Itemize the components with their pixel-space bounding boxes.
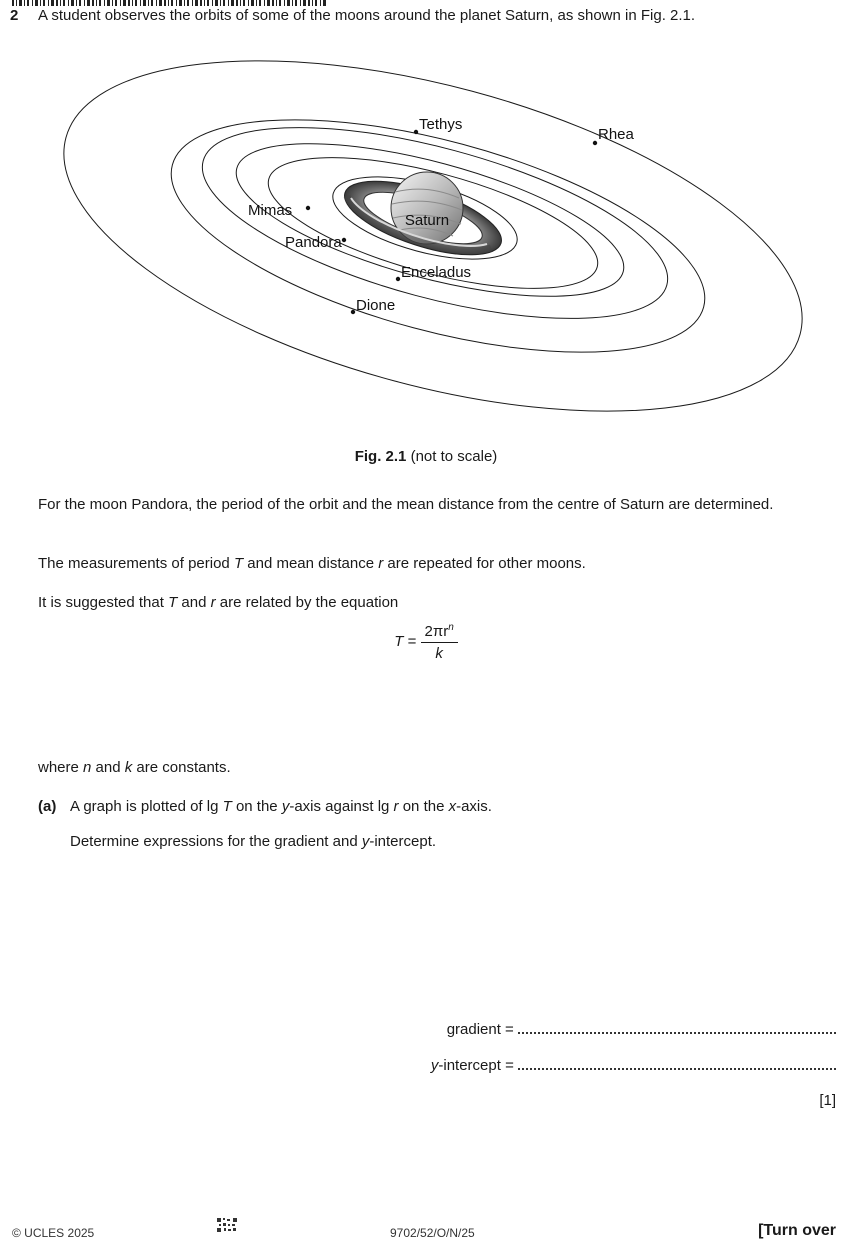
moon-mimas-dot (306, 206, 310, 210)
question-number: 2 (10, 7, 19, 24)
equation: T = $\frac{2\pi r^n}{k}$ (0, 622, 852, 662)
moon-enceladus-dot (396, 277, 400, 281)
moon-label-enceladus: Enceladus (401, 264, 472, 281)
paragraph-measurements: The measurements of period T and mean distance r are repeated for other moons. (38, 555, 586, 572)
gradient-answer-line[interactable]: gradient = (447, 1018, 836, 1038)
saturn-label: Saturn (404, 212, 450, 229)
footer-copyright: © UCLES 2025 (12, 1226, 95, 1240)
moon-label-mimas: Mimas (248, 202, 293, 219)
figure-caption-rest: (not to scale) (406, 448, 498, 465)
moon-tethys-dot (414, 130, 418, 134)
paragraph-pandora: For the moon Pandora, the period of the orbit and the mean distance from the centre of Saturn are determined. (38, 496, 774, 513)
moon-label-tethys: Tethys (419, 116, 463, 133)
moon-label-pandora: Pandora (285, 234, 342, 251)
part-a-statement: A graph is plotted of lg T on the y-axis against lg r on the x-axis. (70, 798, 492, 815)
part-a-instruction: Determine expressions for the gradient and y-intercept. (70, 833, 437, 850)
question-text: A student observes the orbits of some of the moons around the planet Saturn, as shown in Fig. 2.1. (38, 7, 696, 24)
moon-label-dione: Dione (356, 297, 396, 314)
paragraph-equation-intro: It is suggested that T and r are related by the equation (38, 594, 399, 611)
turn-over-label: [Turn over (758, 1222, 836, 1239)
marks-allocation: [1] (819, 1092, 836, 1109)
moon-rhea-dot (593, 141, 597, 145)
moon-pandora-dot (342, 238, 346, 242)
paragraph-constants: where n and k are constants. (38, 759, 231, 776)
barcode (12, 0, 327, 6)
moon-label-rhea: Rhea (598, 126, 634, 143)
footer-paper-code: 9702/52/O/N/25 (390, 1226, 475, 1240)
saturn-planet (336, 166, 509, 270)
part-a-label: (a) (38, 798, 57, 815)
intercept-answer-line[interactable]: y-intercept = (431, 1054, 836, 1074)
figure-caption (0, 448, 852, 465)
moon-dione-dot (351, 310, 355, 314)
saturn-orbits-figure (55, 58, 815, 418)
qr-code-icon (217, 1218, 237, 1232)
figure-caption-bold: Fig. 2.1 (354, 448, 407, 465)
